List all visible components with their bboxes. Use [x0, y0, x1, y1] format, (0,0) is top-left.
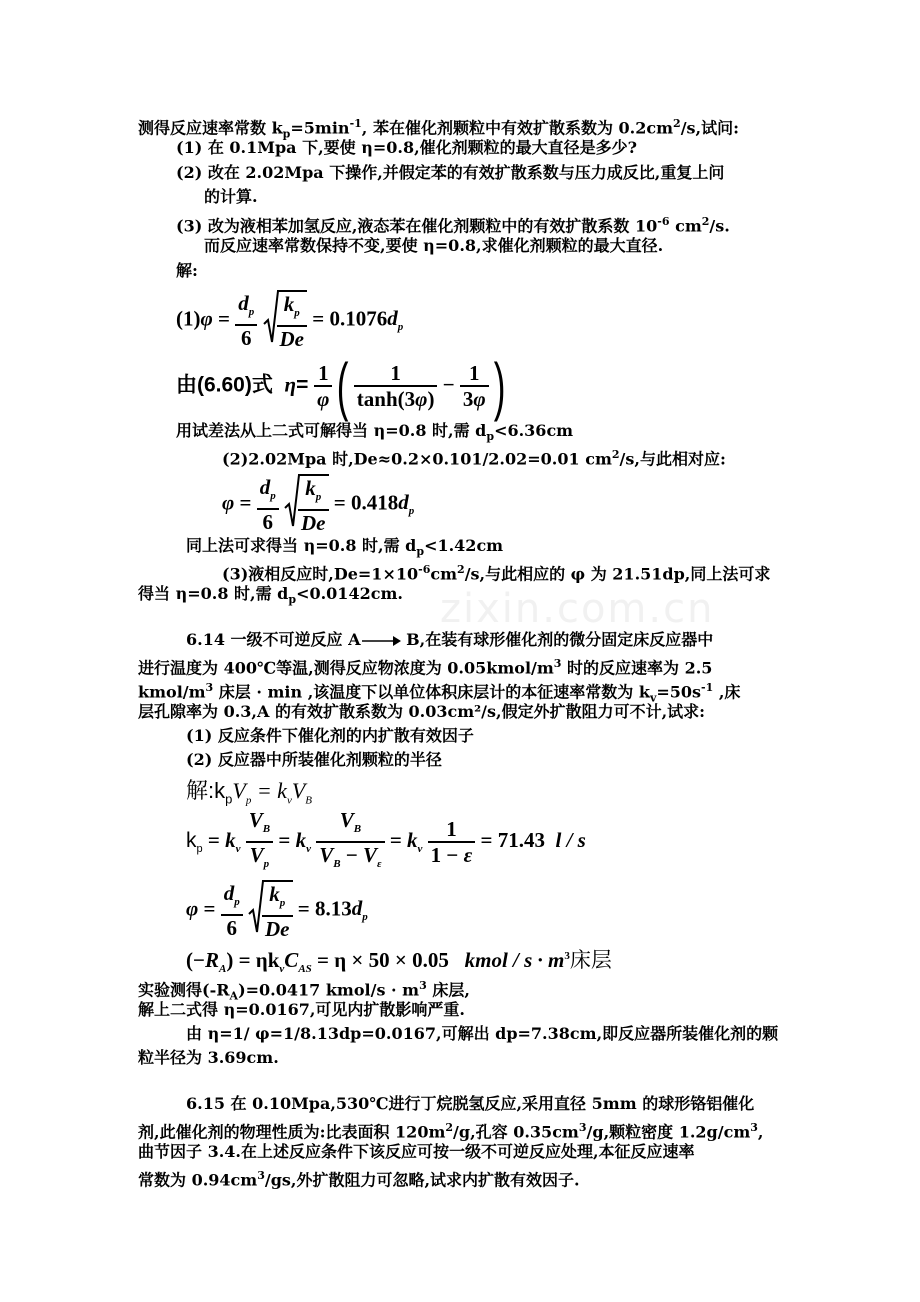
p614-question-1: (1) 反应条件下催化剂的内扩散有效因子 — [186, 726, 474, 745]
reaction-arrow-icon — [361, 635, 401, 647]
p614-line-2: 进行温度为 400℃等温,测得反应物浓度为 $0.05kmol/m^3$ 时的反应速率为 2.5 — [138, 657, 713, 678]
question-2b: 的计算. — [204, 187, 258, 206]
p614-line-4: 层孔隙率为 0.3,A 的有效扩散系数为 0.03cm²/s,假定外扩散阻力可不计,试求: — [138, 702, 706, 721]
trial-line-1: 用试差法从上二式可解得当 η=0.8 时,需 $d_p<6.36cm$ — [176, 421, 574, 444]
part2-line: (2)2.02Mpa 时,De≈0.2×0.101/2.02=0.01 $cm^2/s$,与此相对应: — [222, 448, 726, 469]
equation-eta: 由(6.60)式 η= $\frac{1}{\varphi}$ ( $\frac{1}{\tanh(3\varphi)}$ − $\frac{1}{3\varphi}$ ) — [176, 350, 506, 422]
part3-line: (3)液相反应时$,De=1\times 10^{-6}cm^2/s$,与此相应的 φ 为 21.51dp,同上法可求 — [222, 563, 771, 584]
question-2a: (2) 改在 2.02Mpa 下操作,并假定苯的有效扩散系数与压力成反比,重复上问 — [176, 163, 725, 182]
p614-result-a: 由 η=1/ φ=1/8.13dp=0.0167,可解出 dp=7.38cm,即反应器所装催化剂的颗 — [186, 1024, 779, 1043]
p614-line-1: 6.14 一级不可逆反应 A B,在装有球形催化剂的微分固定床反应器中 — [186, 630, 714, 649]
p614-result-b: 粒半径为 3.69cm. — [138, 1048, 279, 1067]
watermark: zixin.com.cn — [440, 586, 715, 632]
solution-label: 解: — [176, 261, 198, 280]
p615-line-1: 6.15 在 0.10Mpa,530℃进行丁烷脱氢反应,采用直径 5mm 的球形铬铝催化 — [186, 1094, 755, 1113]
p614-solve: 解上二式得 η=0.0167,可见内扩散影响严重. — [138, 1000, 465, 1019]
p614-experiment: 实验测得$(-R_A)=0.0417$ kmol/s · $m^3$ 床层, — [138, 979, 470, 1003]
question-1: (1) 在 0.1Mpa 下,要使 η=0.8,催化剂颗粒的最大直径是多少? — [176, 138, 638, 157]
equation-phi-2: φ = $\frac{d_p}{6}$ $\frac{k_p}{De}$ = $0.418d_p$ — [222, 475, 415, 536]
p614-question-2: (2) 反应器中所装催化剂颗粒的半径 — [186, 750, 442, 769]
question-3a: (3) 改为液相苯加氢反应,液态苯在催化剂颗粒中的有效扩散系数 $10^{-6}$ $cm^2/s$. — [176, 215, 730, 236]
intro-line: 测得反应速率常数 $k_p=5\min^{-1}$, 苯在催化剂颗粒中有效扩散系数为 $0.2cm^2/s$,试问: — [138, 117, 740, 141]
p614-equation-1: 解$:k_pV_p = k_vV_B$ — [186, 778, 313, 807]
p614-line-3: kmol/$m^3$ 床层 · min ,该温度下以单位体积床层计的本征速率常数为 $k_v=50s^{-1}$ ,床 — [138, 681, 741, 705]
p615-line-3: 曲节因子 3.4.在上述反应条件下该反应可按一级不可逆反应处理,本征反应速率 — [138, 1142, 695, 1161]
p615-line-2: 剂,此催化剂的物理性质为:比表面积 $120m^2/g$,孔容 $0.35cm^3/g$,颗粒密度 $1.2g/cm^3$, — [138, 1121, 764, 1142]
p614-equation-3: φ = $\frac{d_p}{6}$ $\frac{k_p}{De}$ = $8.13d_p$ — [186, 881, 368, 942]
p615-line-4: 常数为 $0.94cm^3/gs$,外扩散阻力可忽略,试求内扩散有效因子. — [138, 1169, 580, 1190]
trial-line-2: 同上法可求得当 η=0.8 时,需 $d_p<1.42cm$ — [186, 536, 504, 559]
p614-equation-4: $(-R_A) = \eta k_vC_{AS} = \eta \times 50 \times 0.05$ kmol / $s \cdot m^3$床层 — [186, 948, 612, 976]
question-3b: 而反应速率常数保持不变,要使 η=0.8,求催化剂颗粒的最大直径. — [204, 236, 664, 255]
equation-phi-1: (1)φ = $\frac{d_p}{6}$ $\frac{k_p}{De}$ = $0.1076d_p$ — [176, 291, 404, 352]
p614-equation-2: $k_p = k_v$ $\frac{V_B}{V_p}$ = $k_v$ $\frac{V_B}{V_B - V_\varepsilon}$ = $k_v$ $\frac{1}{1 - \varepsilon}$ = 71.43 l / s — [186, 808, 586, 871]
part3-result: 得当 η=0.8 时,需 $d_p<0.0142cm$. — [138, 584, 403, 607]
